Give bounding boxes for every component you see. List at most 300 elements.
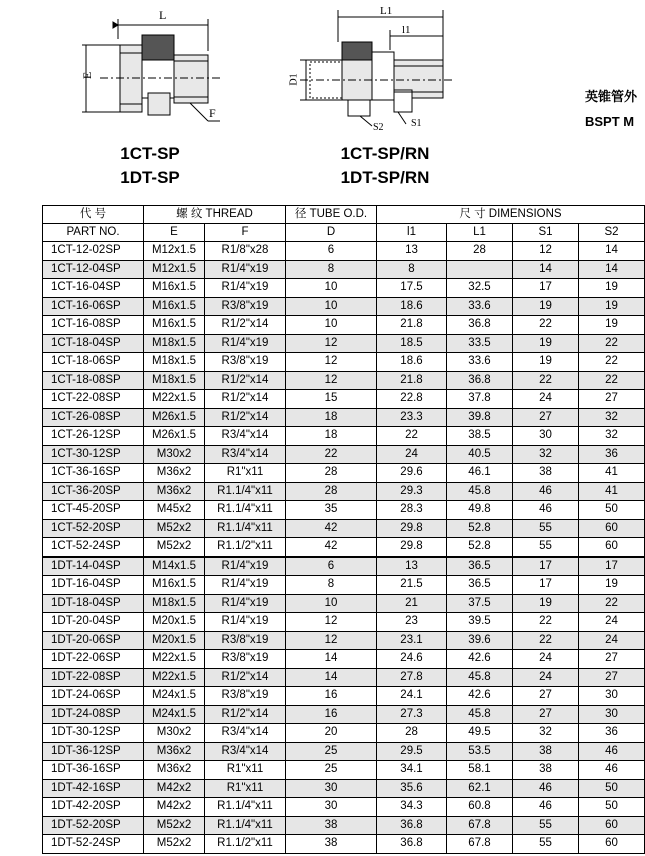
label-l1-lower: l1 (402, 24, 411, 36)
table-row (43, 371, 645, 390)
side-text-chinese: 英锥管外 (585, 89, 638, 104)
table-cell: R3/8"x19 (205, 650, 286, 669)
table-cell: 25 (286, 761, 377, 780)
table-cell: R1/2"x14 (205, 390, 286, 409)
table-cell: 28 (286, 464, 377, 483)
table-row (43, 482, 645, 501)
table-cell: 52.8 (447, 519, 513, 538)
table-row (43, 427, 645, 446)
table-cell: 27 (513, 705, 579, 724)
table-cell: M22x1.5 (144, 650, 205, 669)
table-cell: M52x2 (144, 835, 205, 854)
table-cell: 36.8 (377, 835, 447, 854)
table-cell: R3/8"x19 (205, 687, 286, 706)
table-cell: 10 (286, 594, 377, 613)
table-cell: M42x2 (144, 779, 205, 798)
table-cell: M20x1.5 (144, 631, 205, 650)
table-cell: 8 (377, 260, 447, 279)
table-row (43, 501, 645, 520)
table-cell: 53.5 (447, 742, 513, 761)
table-row (43, 742, 645, 761)
table-row (43, 705, 645, 724)
part-number-cell: 1CT-18-08SP (43, 371, 144, 390)
table-cell: M16x1.5 (144, 316, 205, 335)
table-cell: R1.1/4"x11 (205, 519, 286, 538)
table-cell: 18 (286, 408, 377, 427)
part-number-cell: 1CT-36-16SP (43, 464, 144, 483)
table-cell: 24 (377, 445, 447, 464)
header-tube: 径 TUBE O.D. (286, 206, 377, 224)
model-1dt-sp: 1DT-SP (120, 168, 180, 187)
table-cell: 67.8 (447, 835, 513, 854)
table-cell: R3/8"x19 (205, 353, 286, 372)
table-cell: 58.1 (447, 761, 513, 780)
header-thread: 螺 纹 THREAD (144, 206, 286, 224)
table-cell: 29.3 (377, 482, 447, 501)
table-cell: 14 (579, 242, 645, 261)
table-cell: R1/2"x14 (205, 668, 286, 687)
table-cell: 17 (579, 557, 645, 576)
table-cell: 32.5 (447, 279, 513, 298)
table-header-row-2 (43, 224, 645, 242)
table-cell: 27 (513, 408, 579, 427)
table-cell: 17 (513, 576, 579, 595)
table-row (43, 816, 645, 835)
table-cell: 34.3 (377, 798, 447, 817)
part-number-cell: 1DT-22-08SP (43, 668, 144, 687)
table-row (43, 594, 645, 613)
part-number-cell: 1CT-12-02SP (43, 242, 144, 261)
table-row (43, 687, 645, 706)
part-number-cell: 1DT-16-04SP (43, 576, 144, 595)
table-cell: 46 (579, 761, 645, 780)
table-cell: 24 (513, 650, 579, 669)
table-cell: 36 (579, 445, 645, 464)
table-cell: 29.5 (377, 742, 447, 761)
table-cell: 21 (377, 594, 447, 613)
table-cell: R1/2"x14 (205, 371, 286, 390)
table-cell: 55 (513, 816, 579, 835)
table-row (43, 408, 645, 427)
table-cell: 50 (579, 779, 645, 798)
table-cell: R1/4"x19 (205, 334, 286, 353)
table-cell: M18x1.5 (144, 334, 205, 353)
part-number-cell: 1CT-52-20SP (43, 519, 144, 538)
side-text-english: BSPT M (585, 114, 635, 129)
table-cell: 21.8 (377, 371, 447, 390)
table-cell: 23.1 (377, 631, 447, 650)
table-cell: 45.8 (447, 705, 513, 724)
table-cell: 36.8 (377, 816, 447, 835)
table-row (43, 297, 645, 316)
table-cell: 46 (513, 798, 579, 817)
table-row (43, 445, 645, 464)
table-header-row-1 (43, 206, 645, 224)
part-number-cell: 1DT-52-20SP (43, 816, 144, 835)
part-number-cell: 1DT-18-04SP (43, 594, 144, 613)
table-cell: 36.5 (447, 557, 513, 576)
column-header: l1 (377, 224, 447, 242)
table-row (43, 316, 645, 335)
table-cell: 29.8 (377, 538, 447, 557)
table-cell: 20 (286, 724, 377, 743)
table-row (43, 835, 645, 854)
table-cell: 35 (286, 501, 377, 520)
table-cell: 22 (579, 334, 645, 353)
table-cell: M12x1.5 (144, 242, 205, 261)
part-number-cell: 1DT-36-12SP (43, 742, 144, 761)
table-cell: 19 (513, 334, 579, 353)
table-cell: 19 (579, 316, 645, 335)
table-row (43, 557, 645, 576)
table-cell: 22 (513, 631, 579, 650)
table-cell: 27 (579, 668, 645, 687)
table-cell: 25 (286, 742, 377, 761)
table-cell: 27.3 (377, 705, 447, 724)
table-cell: 37.8 (447, 390, 513, 409)
part-number-cell: 1CT-18-06SP (43, 353, 144, 372)
model-1ct-sp: 1CT-SP (120, 144, 180, 163)
table-cell: 55 (513, 538, 579, 557)
table-row (43, 279, 645, 298)
table-cell: 12 (286, 613, 377, 632)
table-cell: M36x2 (144, 742, 205, 761)
part-number-cell: 1CT-26-12SP (43, 427, 144, 446)
table-cell: 36 (579, 724, 645, 743)
table-cell: 32 (579, 408, 645, 427)
table-row (43, 353, 645, 372)
table-cell: R1.1/4"x11 (205, 482, 286, 501)
table-cell: 55 (513, 835, 579, 854)
table-cell: R1"x11 (205, 464, 286, 483)
table-cell: 22 (579, 353, 645, 372)
table-cell: R1/8"x28 (205, 242, 286, 261)
table-cell: R1.1/4"x11 (205, 798, 286, 817)
table-cell: 19 (513, 297, 579, 316)
table-cell: 22 (579, 371, 645, 390)
table-cell: M30x2 (144, 445, 205, 464)
table-cell: 15 (286, 390, 377, 409)
table-cell: R1/2"x14 (205, 705, 286, 724)
fitting-drawing-sp (80, 5, 230, 130)
part-number-cell: 1DT-30-12SP (43, 724, 144, 743)
model-names-left (90, 142, 210, 190)
table-cell: M16x1.5 (144, 279, 205, 298)
table-cell: R1"x11 (205, 761, 286, 780)
table-cell: M45x2 (144, 501, 205, 520)
part-number-cell: 1DT-20-06SP (43, 631, 144, 650)
table-cell: 38 (513, 742, 579, 761)
table-cell: 24 (513, 668, 579, 687)
table-cell: M24x1.5 (144, 687, 205, 706)
table-cell: 30 (513, 427, 579, 446)
table-cell: 42 (286, 538, 377, 557)
part-number-cell: 1DT-24-06SP (43, 687, 144, 706)
table-row (43, 260, 645, 279)
part-number-cell: 1DT-20-04SP (43, 613, 144, 632)
part-number-cell: 1CT-45-20SP (43, 501, 144, 520)
table-cell: 10 (286, 316, 377, 335)
table-cell: 24 (579, 631, 645, 650)
column-header: S2 (579, 224, 645, 242)
table-cell: 38 (286, 816, 377, 835)
table-cell: 27.8 (377, 668, 447, 687)
table-cell: 14 (286, 668, 377, 687)
table-cell: M36x2 (144, 482, 205, 501)
table-cell: 45.8 (447, 668, 513, 687)
table-row (43, 724, 645, 743)
table-cell: 30 (579, 687, 645, 706)
table-cell: R1.1/2"x11 (205, 538, 286, 557)
table-cell: 32 (513, 724, 579, 743)
table-cell: M24x1.5 (144, 705, 205, 724)
table-cell: R1/2"x14 (205, 408, 286, 427)
table-cell: M36x2 (144, 464, 205, 483)
table-cell: 18.5 (377, 334, 447, 353)
table-cell: R1/4"x19 (205, 260, 286, 279)
table-cell: 39.6 (447, 631, 513, 650)
table-cell: R3/8"x19 (205, 297, 286, 316)
table-cell: 22 (377, 427, 447, 446)
table-cell: 8 (286, 260, 377, 279)
table-row (43, 519, 645, 538)
column-header: PART NO. (43, 224, 144, 242)
table-cell: 38.5 (447, 427, 513, 446)
table-cell: 27 (579, 650, 645, 669)
label-f: F (209, 106, 216, 120)
part-number-cell: 1DT-24-08SP (43, 705, 144, 724)
table-cell: 12 (513, 242, 579, 261)
table-cell: M22x1.5 (144, 390, 205, 409)
table-cell: 49.8 (447, 501, 513, 520)
table-row (43, 668, 645, 687)
table-cell: 30 (286, 779, 377, 798)
table-cell: M42x2 (144, 798, 205, 817)
table-cell: R1/4"x19 (205, 576, 286, 595)
table-cell: 19 (513, 594, 579, 613)
table-cell: 35.6 (377, 779, 447, 798)
table-cell: R1.1/4"x11 (205, 501, 286, 520)
table-cell: 19 (579, 576, 645, 595)
table-cell: 10 (286, 297, 377, 316)
table-cell: 34.1 (377, 761, 447, 780)
table-cell: 12 (286, 631, 377, 650)
label-d1: D1 (288, 73, 300, 86)
model-1ct-sp-rn: 1CT-SP/RN (340, 144, 430, 163)
table-cell: 46 (513, 779, 579, 798)
table-cell: M18x1.5 (144, 371, 205, 390)
table-cell: 60 (579, 519, 645, 538)
table-cell: 6 (286, 242, 377, 261)
table-cell: 37.5 (447, 594, 513, 613)
table-cell: 14 (513, 260, 579, 279)
part-number-cell: 1CT-16-04SP (43, 279, 144, 298)
table-cell: R1/4"x19 (205, 594, 286, 613)
label-s2: S2 (373, 122, 384, 133)
table-cell: 17 (513, 279, 579, 298)
table-row (43, 798, 645, 817)
table-cell: 14 (579, 260, 645, 279)
table-cell: 46 (579, 742, 645, 761)
table-cell: 42.6 (447, 687, 513, 706)
table-cell: 42 (286, 519, 377, 538)
part-number-cell: 1CT-18-04SP (43, 334, 144, 353)
table-cell: R1.1/2"x11 (205, 835, 286, 854)
table-row (43, 464, 645, 483)
table-cell: 42.6 (447, 650, 513, 669)
table-cell: 22 (579, 594, 645, 613)
label-s1: S1 (411, 118, 422, 129)
table-cell: M22x1.5 (144, 668, 205, 687)
table-body (43, 242, 645, 854)
part-number-cell: 1CT-52-24SP (43, 538, 144, 557)
table-cell: 50 (579, 798, 645, 817)
table-cell: 23.3 (377, 408, 447, 427)
table-cell: 38 (513, 464, 579, 483)
table-cell: 36.8 (447, 371, 513, 390)
table-cell: 29.8 (377, 519, 447, 538)
table-cell: R3/4"x14 (205, 445, 286, 464)
table-row (43, 242, 645, 261)
table-cell: 16 (286, 687, 377, 706)
table-cell: 30 (579, 705, 645, 724)
table-cell: 62.1 (447, 779, 513, 798)
table-cell: 17 (513, 557, 579, 576)
table-cell: 41 (579, 482, 645, 501)
table-cell: 12 (286, 371, 377, 390)
table-cell: M52x2 (144, 816, 205, 835)
part-number-cell: 1DT-14-04SP (43, 557, 144, 576)
table-cell: 18 (286, 427, 377, 446)
table-cell: 39.8 (447, 408, 513, 427)
table-cell: 13 (377, 557, 447, 576)
table-cell: M14x1.5 (144, 557, 205, 576)
table-cell: R1/4"x19 (205, 613, 286, 632)
table-cell: 22 (286, 445, 377, 464)
table-cell: 19 (579, 297, 645, 316)
table-cell: 10 (286, 279, 377, 298)
table-cell: 18.6 (377, 297, 447, 316)
table-cell: 33.5 (447, 334, 513, 353)
table-cell: R3/4"x14 (205, 724, 286, 743)
table-cell: 13 (377, 242, 447, 261)
table-cell: 21.5 (377, 576, 447, 595)
table-cell: 39.5 (447, 613, 513, 632)
table-row (43, 779, 645, 798)
table-cell: 30 (286, 798, 377, 817)
table-cell: 40.5 (447, 445, 513, 464)
table-cell: R3/4"x14 (205, 742, 286, 761)
table-cell: 24.1 (377, 687, 447, 706)
table-cell: 38 (286, 835, 377, 854)
table-cell (447, 260, 513, 279)
fitting-drawing-sp-rn (290, 0, 460, 140)
part-number-cell: 1CT-16-08SP (43, 316, 144, 335)
model-names-right (310, 142, 460, 190)
table-cell: R3/4"x14 (205, 427, 286, 446)
table-cell: 21.8 (377, 316, 447, 335)
table-row (43, 390, 645, 409)
table-cell: M26x1.5 (144, 408, 205, 427)
table-cell: M52x2 (144, 519, 205, 538)
column-header: L1 (447, 224, 513, 242)
table-cell: 46 (513, 482, 579, 501)
table-cell: 60.8 (447, 798, 513, 817)
table-cell: 27 (579, 390, 645, 409)
table-cell: R3/8"x19 (205, 631, 286, 650)
table-cell: 60 (579, 538, 645, 557)
table-cell: 33.6 (447, 297, 513, 316)
table-cell: M12x1.5 (144, 260, 205, 279)
table-cell: 27 (513, 687, 579, 706)
table-cell: 45.8 (447, 482, 513, 501)
table-cell: 41 (579, 464, 645, 483)
part-number-cell: 1CT-30-12SP (43, 445, 144, 464)
specification-table (42, 205, 645, 854)
table-cell: 49.5 (447, 724, 513, 743)
table-cell: 38 (513, 761, 579, 780)
table-row (43, 613, 645, 632)
table-cell: R1.1/4"x11 (205, 816, 286, 835)
table-cell: 29.6 (377, 464, 447, 483)
table-cell: M16x1.5 (144, 297, 205, 316)
header-dimensions: 尺 寸 DIMENSIONS (377, 206, 645, 224)
table-cell: 60 (579, 835, 645, 854)
table-cell: R1/4"x19 (205, 557, 286, 576)
table-cell: 19 (513, 353, 579, 372)
table-cell: 33.6 (447, 353, 513, 372)
table-cell: M52x2 (144, 538, 205, 557)
table-row (43, 334, 645, 353)
table-row (43, 650, 645, 669)
table-row (43, 761, 645, 780)
table-cell: R1"x11 (205, 779, 286, 798)
table-cell: 67.8 (447, 816, 513, 835)
part-number-cell: 1DT-22-06SP (43, 650, 144, 669)
table-cell: 14 (286, 650, 377, 669)
table-cell: 16 (286, 705, 377, 724)
table-cell: 52.8 (447, 538, 513, 557)
table-cell: M18x1.5 (144, 594, 205, 613)
table-cell: 24.6 (377, 650, 447, 669)
table-cell: 22.8 (377, 390, 447, 409)
label-e: E (80, 71, 95, 80)
model-1dt-sp-rn: 1DT-SP/RN (340, 168, 430, 187)
column-header: F (205, 224, 286, 242)
table-cell: 32 (513, 445, 579, 464)
table-cell: R1/4"x19 (205, 279, 286, 298)
table-cell: 6 (286, 557, 377, 576)
part-number-cell: 1DT-42-20SP (43, 798, 144, 817)
column-header: S1 (513, 224, 579, 242)
table-cell: 28 (377, 724, 447, 743)
table-cell: M36x2 (144, 761, 205, 780)
column-header: D (286, 224, 377, 242)
table-cell: 46 (513, 501, 579, 520)
label-l1-upper: L1 (380, 5, 393, 17)
table-cell: M18x1.5 (144, 353, 205, 372)
part-number-cell: 1CT-22-08SP (43, 390, 144, 409)
part-number-cell: 1DT-36-16SP (43, 761, 144, 780)
header-part: 代 号 (43, 206, 144, 224)
table-cell: 24 (513, 390, 579, 409)
part-number-cell: 1CT-16-06SP (43, 297, 144, 316)
table-cell: M30x2 (144, 724, 205, 743)
table-cell: 12 (286, 353, 377, 372)
label-l: L (159, 8, 167, 22)
table-cell: 17.5 (377, 279, 447, 298)
table-cell: M26x1.5 (144, 427, 205, 446)
